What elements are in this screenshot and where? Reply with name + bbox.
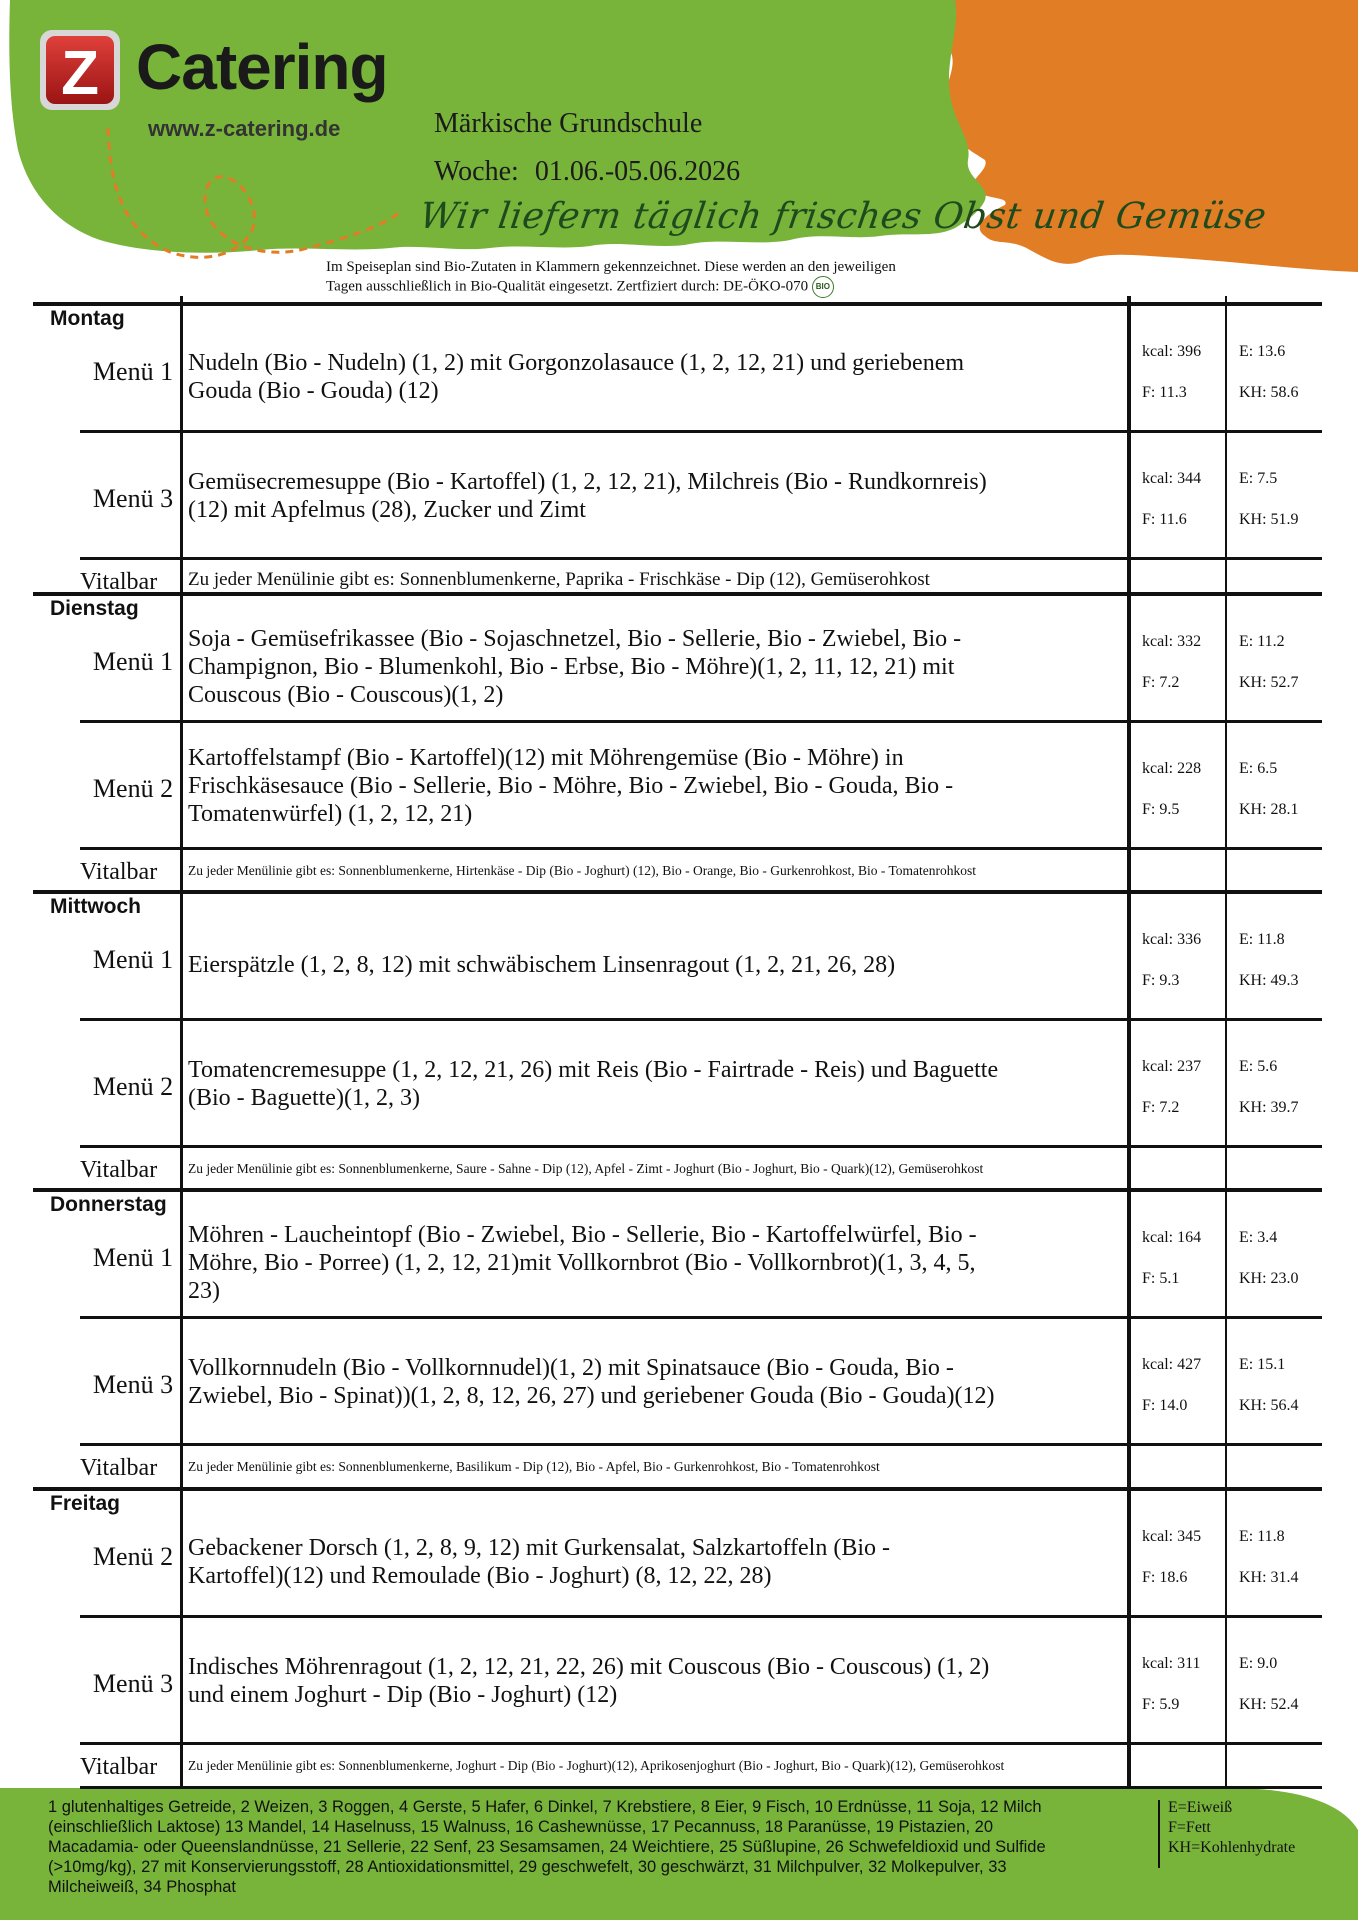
fat-value: F: 5.1 xyxy=(1142,1270,1180,1287)
carbs-value: KH: 31.4 xyxy=(1239,1569,1299,1586)
fat-value: F: 7.2 xyxy=(1142,674,1180,691)
week-label: Woche: xyxy=(434,156,519,187)
dish-description xyxy=(188,349,1128,405)
z-logo-badge xyxy=(34,22,126,118)
menu-label: Menü 3 xyxy=(92,1370,174,1399)
menu-label: Menü 1 xyxy=(92,357,174,386)
kcal-value: kcal: 336 xyxy=(1142,931,1202,948)
dish-description xyxy=(188,1653,1128,1709)
dish-line: Couscous (Bio - Couscous)(1, 2) xyxy=(188,681,504,708)
row-separator xyxy=(80,1316,1322,1319)
day-separator xyxy=(33,1188,1322,1192)
dish-line: Möhre, Bio - Porree) (1, 2, 12, 21)mit Vollkornbrot (Bio - Vollkornbrot)(1, 3, 4, 5, xyxy=(188,1249,976,1276)
fat-value: F: 9.5 xyxy=(1142,801,1180,818)
carbs-value: KH: 52.4 xyxy=(1239,1696,1299,1713)
day-name: Dienstag xyxy=(50,597,139,620)
menu-label: Menü 3 xyxy=(92,1669,174,1698)
dish-line: und einem Joghurt - Dip (Bio - Joghurt) (12) xyxy=(188,1681,618,1708)
dish-description xyxy=(188,1534,1128,1590)
dish-line: Gebackener Dorsch (1, 2, 8, 9, 12) mit Gurkensalat, Salzkartoffeln (Bio - xyxy=(188,1534,891,1561)
slogan: Wir liefern täglich frisches Obst und Gemüse xyxy=(417,196,1270,237)
allergen-line: Macadamia- oder Queenslandnüsse, 21 Sellerie, 22 Senf, 23 Sesamsamen, 24 Weichtiere, 25 Süßlupine, 26 Schwefeldioxid und Sulfide xyxy=(48,1838,1046,1856)
fat-value: F: 11.6 xyxy=(1142,511,1187,528)
protein-value: E: 13.6 xyxy=(1239,343,1286,360)
menu-label: Menü 2 xyxy=(92,774,174,803)
fat-value: F: 5.9 xyxy=(1142,1696,1180,1713)
menu-label: Menü 1 xyxy=(92,1243,174,1272)
dish-line: Kartoffelstampf (Bio - Kartoffel)(12) mit Möhrengemüse (Bio - Möhre) in xyxy=(188,744,904,771)
kcal-value: kcal: 396 xyxy=(1142,343,1202,360)
kcal-value: kcal: 228 xyxy=(1142,760,1202,777)
vitalbar-text: Zu jeder Menülinie gibt es: Sonnenblumenkerne, Basilikum - Dip (12), Bio - Apfel, Bio - Gurkenrohkost, Bio - Tomatenrohkost xyxy=(188,1459,880,1474)
protein-value: E: 5.6 xyxy=(1239,1058,1278,1075)
protein-value: E: 7.5 xyxy=(1239,470,1278,487)
protein-value: E: 11.2 xyxy=(1239,633,1285,650)
protein-value: E: 6.5 xyxy=(1239,760,1278,777)
dish-line: Tomatencremesuppe (1, 2, 12, 21, 26) mit Reis (Bio - Fairtrade - Reis) und Baguette xyxy=(188,1056,999,1083)
carbs-value: KH: 56.4 xyxy=(1239,1397,1299,1414)
kcal-value: kcal: 164 xyxy=(1142,1229,1202,1246)
dish-description xyxy=(188,468,1128,524)
kcal-value: kcal: 344 xyxy=(1142,470,1202,487)
dish-line: (12) mit Apfelmus (28), Zucker und Zimt xyxy=(188,496,586,523)
dish-description xyxy=(188,625,1128,709)
vitalbar-text: Zu jeder Menülinie gibt es: Sonnenblumenkerne, Saure - Sahne - Dip (12), Apfel - Zimt - Joghurt (Bio - Joghurt, Bio - Quark)(12), Gemüserohkost xyxy=(188,1161,984,1176)
protein-value: E: 15.1 xyxy=(1239,1356,1286,1373)
dish-line: Eierspätzle (1, 2, 8, 12) mit schwäbischem Linsenragout (1, 2, 21, 26, 28) xyxy=(188,951,896,978)
logo-wordmark: Catering xyxy=(136,31,388,103)
legend-protein: E=Eiweiß xyxy=(1168,1799,1233,1816)
dish-line: Gemüsecremesuppe (Bio - Kartoffel) (1, 2, 12, 21), Milchreis (Bio - Rundkornreis) xyxy=(188,468,987,495)
dish-line: Champignon, Bio - Blumenkohl, Bio - Erbse, Bio - Möhre)(1, 2, 11, 12, 21) mit xyxy=(188,653,955,680)
day-name: Montag xyxy=(50,307,125,330)
logo-letter: Z xyxy=(61,39,99,108)
protein-value: E: 3.4 xyxy=(1239,1229,1278,1246)
kcal-value: kcal: 311 xyxy=(1142,1655,1201,1672)
menu-label: Menü 2 xyxy=(92,1072,174,1101)
bio-note xyxy=(326,258,1026,298)
dish-line: Gouda (Bio - Gouda) (12) xyxy=(188,377,439,404)
vitalbar-label: Vitalbar xyxy=(80,1157,158,1183)
day-name: Freitag xyxy=(50,1492,121,1515)
fat-value: F: 14.0 xyxy=(1142,1397,1188,1414)
dish-line: Soja - Gemüsefrikassee (Bio - Sojaschnetzel, Bio - Sellerie, Bio - Zwiebel, Bio - xyxy=(188,625,962,652)
fat-value: F: 7.2 xyxy=(1142,1099,1180,1116)
row-separator xyxy=(80,1615,1322,1618)
allergen-line: Milcheiweiß, 34 Phosphat xyxy=(48,1878,237,1896)
fat-value: F: 11.3 xyxy=(1142,384,1187,401)
dish-description xyxy=(188,951,1128,979)
dish-line: 23) xyxy=(188,1277,220,1304)
day-name: Donnerstag xyxy=(50,1193,167,1216)
dish-line: Tomatenwürfel) (1, 2, 12, 21) xyxy=(188,800,473,827)
carbs-value: KH: 28.1 xyxy=(1239,801,1299,818)
protein-value: E: 9.0 xyxy=(1239,1655,1278,1672)
column-divider xyxy=(1225,296,1227,1788)
menu-label: Menü 1 xyxy=(92,945,174,974)
dish-line: Vollkornnudeln (Bio - Vollkornnudel)(1, 2) mit Spinatsauce (Bio - Gouda, Bio - xyxy=(188,1354,954,1381)
dish-line: Möhren - Laucheintopf (Bio - Zwiebel, Bio - Sellerie, Bio - Kartoffelwürfel, Bio - xyxy=(188,1221,977,1248)
dish-line: Frischkäsesauce (Bio - Sellerie, Bio - Möhre, Bio - Zwiebel, Bio - Gouda, Bio - xyxy=(188,772,954,799)
row-separator xyxy=(80,1145,1322,1148)
school-name: Märkische Grundschule xyxy=(434,108,703,139)
row-separator xyxy=(80,430,1322,433)
logo-url: www.z-catering.de xyxy=(148,116,341,141)
kcal-value: kcal: 237 xyxy=(1142,1058,1202,1075)
row-separator xyxy=(80,1018,1322,1021)
dish-description xyxy=(188,1056,1128,1112)
dish-line: Zwiebel, Bio - Spinat))(1, 2, 8, 12, 26, 27) und geriebener Gouda (Bio - Gouda)(12) xyxy=(188,1382,995,1409)
day-separator xyxy=(33,592,1322,596)
row-separator xyxy=(80,720,1322,723)
carbs-value: KH: 39.7 xyxy=(1239,1099,1299,1116)
day-name: Mittwoch xyxy=(50,895,141,918)
week-range: 01.06.-05.06.2026 xyxy=(534,156,741,187)
legend-fat: F=Fett xyxy=(1168,1819,1211,1836)
allergen-line: 1 glutenhaltiges Getreide, 2 Weizen, 3 Roggen, 4 Gerste, 5 Hafer, 6 Dinkel, 7 Krebstiere, 8 Eier, 9 Fisch, 10 Erdnüsse, 11 Soja, 12 Milch xyxy=(48,1798,1042,1816)
dish-line: Indisches Möhrenragout (1, 2, 12, 21, 22, 26) mit Couscous (Bio - Couscous) (1, 2) xyxy=(188,1653,990,1680)
vitalbar-label: Vitalbar xyxy=(80,1455,158,1481)
bio-note-line-2: Tagen ausschließlich in Bio-Qualität eingesetzt. Zertfiziert durch: DE-ÖKO-070 BIO xyxy=(326,276,1026,298)
bio-note-line-1: Im Speiseplan sind Bio-Zutaten in Klammern gekennzeichnet. Diese werden an den jeweiligen xyxy=(326,259,896,275)
dish-line: Kartoffel)(12) und Remoulade (Bio - Joghurt) (8, 12, 22, 28) xyxy=(188,1562,772,1589)
protein-value: E: 11.8 xyxy=(1239,1528,1285,1545)
row-separator xyxy=(80,847,1322,850)
dish-line: (Bio - Baguette)(1, 2, 3) xyxy=(188,1084,420,1111)
bio-seal-icon: BIO xyxy=(812,276,834,298)
row-separator xyxy=(80,1786,1322,1789)
legend-carbs: KH=Kohlenhydrate xyxy=(1168,1839,1296,1856)
menu-label: Menü 2 xyxy=(92,1542,174,1571)
nutrient-legend xyxy=(1168,1798,1295,1858)
menu-label: Menü 3 xyxy=(92,484,174,513)
dish-description xyxy=(188,1354,1128,1410)
kcal-value: kcal: 345 xyxy=(1142,1528,1202,1545)
vitalbar-text: Zu jeder Menülinie gibt es: Sonnenblumenkerne, Hirtenkäse - Dip (Bio - Joghurt) (12), Bio - Orange, Bio - Gurkenrohkost, Bio - Tomatenrohkost xyxy=(188,863,977,878)
carbs-value: KH: 51.9 xyxy=(1239,511,1299,528)
kcal-value: kcal: 427 xyxy=(1142,1356,1202,1373)
fat-value: F: 18.6 xyxy=(1142,1569,1188,1586)
menu-label: Menü 1 xyxy=(92,647,174,676)
carbs-value: KH: 58.6 xyxy=(1239,384,1299,401)
dish-line: Nudeln (Bio - Nudeln) (1, 2) mit Gorgonzolasauce (1, 2, 12, 21) und geriebenem xyxy=(188,349,965,376)
allergen-list xyxy=(48,1797,1158,1897)
carbs-value: KH: 23.0 xyxy=(1239,1270,1299,1287)
week-line xyxy=(434,156,740,188)
kcal-value: kcal: 332 xyxy=(1142,633,1202,650)
vitalbar-label: Vitalbar xyxy=(80,859,158,885)
vitalbar-label: Vitalbar xyxy=(80,1754,158,1780)
row-separator xyxy=(80,1443,1322,1446)
row-separator xyxy=(80,1742,1322,1745)
allergen-line: (>10mg/kg), 27 mit Konservierungsstoff, 28 Antioxidationsmittel, 29 geschwefelt, 30 geschwärzt, 31 Milchpulver, 32 Molkepulver, 33 xyxy=(48,1858,1007,1876)
vitalbar-label: Vitalbar xyxy=(80,569,158,595)
carbs-value: KH: 49.3 xyxy=(1239,972,1299,989)
legend-divider xyxy=(1158,1800,1160,1868)
fat-value: F: 9.3 xyxy=(1142,972,1180,989)
protein-value: E: 11.8 xyxy=(1239,931,1285,948)
row-separator xyxy=(80,557,1322,560)
day-separator xyxy=(33,1487,1322,1491)
allergen-line: (einschließlich Laktose) 13 Mandel, 14 Haselnuss, 15 Walnuss, 16 Cashewnüsse, 17 Pecannuss, 18 Paranüsse, 19 Pistazien, 20 xyxy=(48,1818,994,1836)
vitalbar-text: Zu jeder Menülinie gibt es: Sonnenblumenkerne, Paprika - Frischkäse - Dip (12), Gemüserohkost xyxy=(188,569,930,590)
carbs-value: KH: 52.7 xyxy=(1239,674,1299,691)
day-separator xyxy=(33,890,1322,894)
dish-description xyxy=(188,1221,1128,1305)
day-separator xyxy=(33,302,1322,306)
vitalbar-text: Zu jeder Menülinie gibt es: Sonnenblumenkerne, Joghurt - Dip (Bio - Joghurt)(12), Aprikosenjoghurt (Bio - Joghurt, Bio - Quark)(12), Gemüserohkost xyxy=(188,1758,1005,1773)
dish-description xyxy=(188,744,1128,828)
